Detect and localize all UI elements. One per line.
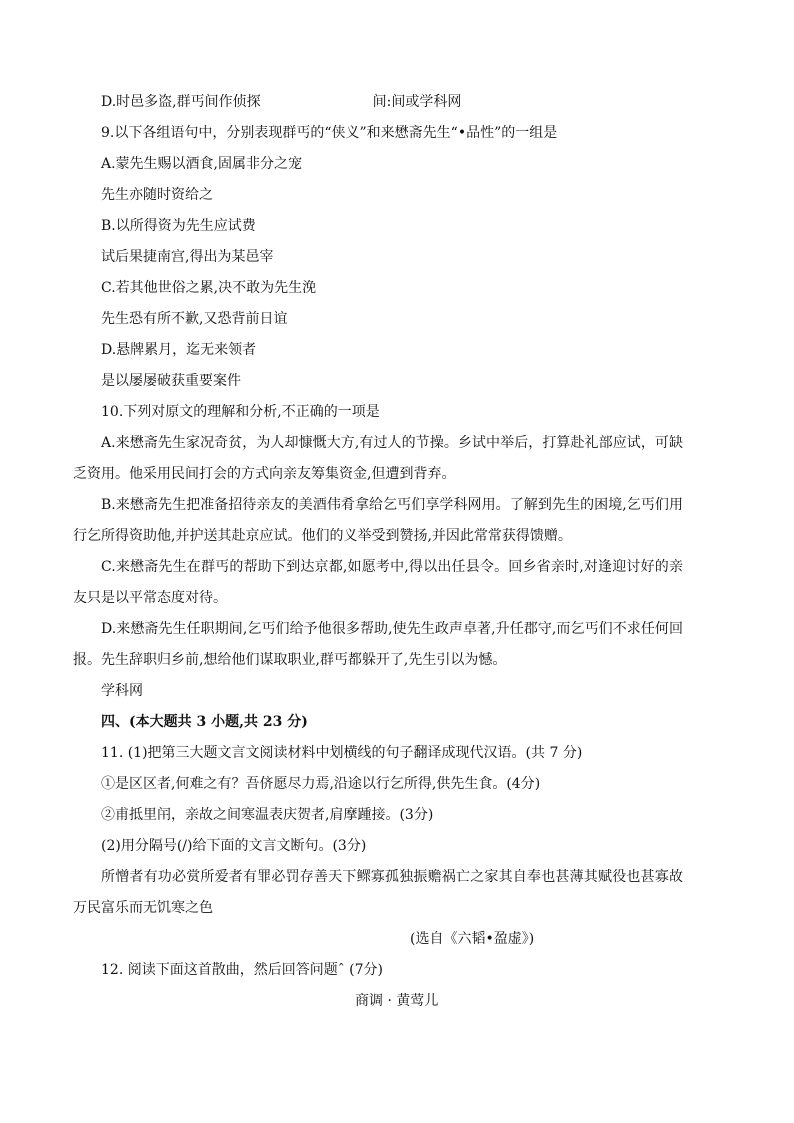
option-a-q9: A.蒙先生赐以酒食,固属非分之宠	[101, 156, 303, 172]
option-b-q10: B.来懋斋先生把准备招待亲友的美酒伟肴拿给乞丐们享学科网用。了解到先生的困境,乞丐们用行乞所得资助他,并护送其赴京应试。他们的义举受到赞扬,并因此常常获得馈赠。	[73, 497, 683, 544]
option-a-q9-second: 先生亦随时资给之	[101, 187, 213, 203]
question-11-part-2: (2)用分隔号(/)给下面的文言文断句。(3分)	[101, 838, 367, 854]
watermark-text: 学科网	[101, 683, 143, 699]
option-d-q8-gloss: 间:间或学科网	[372, 94, 462, 110]
option-b-q9: B.以所得资为先生应试费	[101, 218, 256, 234]
option-d-q9-second: 是以屡屡破获重要案件	[101, 373, 241, 389]
option-d-q10: D.来懋斋先生任职期间,乞丐们给予他很多帮助,使先生政声卓著,升任郡守,而乞丐们不求任何回报。先生辞职归乡前,想给他们谋取职业,群丐都躲开了,先生引以为憾。	[73, 621, 683, 668]
option-d-q9: D.悬牌累月，迄无来领者	[101, 342, 257, 358]
question-9-stem: 9.以下各组语句中，分别表现群丐的“侠义”和来懋斋先生“•品性”的一组是	[101, 125, 558, 141]
option-c-q10: C.来懋斋先生在群丐的帮助下到达京都,如愿考中,得以出任县令。回乡省亲时,对逢迎讨好的亲友只是以平常态度对待。	[73, 559, 683, 606]
poem-title: 商调 · 黄莺儿	[355, 993, 439, 1009]
option-d-q8	[101, 93, 461, 111]
sentence-2: ②甫抵里闬，亲故之间寒温表庆贺者,肩摩踵接。(3分)	[101, 807, 434, 823]
option-d-q8-text: D.时邑多盗,群丐间作侦探	[101, 94, 261, 110]
question-11-part-1: 11. (1)把第三大题文言文阅读材料中划横线的句子翻译成现代汉语。(共 7 分)	[101, 745, 583, 761]
option-c-q9-second: 先生恐有所不歉,又恐背前日谊	[101, 311, 288, 327]
classical-passage: 所憎者有功必赏所爱者有罪必罚存善天下鳏寡孤独振赡祸亡之家其自奉也甚薄其赋役也甚寡故万民富乐而无饥寒之色	[73, 869, 683, 916]
option-c-q9: C.若其他世俗之累,决不敢为先生浼	[101, 280, 317, 296]
section-4-heading: 四、(本大题共 3 小题,共 23 分)	[101, 714, 308, 730]
question-10-stem: 10.下列对原文的理解和分析,不正确的一项是	[101, 404, 380, 420]
option-b-q9-second: 试后果捷南宫,得出为某邑宰	[101, 249, 274, 265]
question-12-stem: 12. 阅读下面这首散曲，然后回答问题ˆ (7分)	[101, 962, 383, 978]
sentence-1: ①是区区者,何难之有？吾侪愿尽力焉,沿途以行乞所得,供先生食。(4分)	[101, 776, 541, 792]
source-citation: (选自《六韬•盈虚》)	[410, 931, 535, 947]
option-a-q10: A.来懋斋先生家况奇贫，为人却慷慨大方,有过人的节操。乡试中举后，打算赴礼部应试，可缺乏资用。他采用民间打会的方式向亲友筹集资金,但遭到背弃。	[73, 435, 683, 482]
